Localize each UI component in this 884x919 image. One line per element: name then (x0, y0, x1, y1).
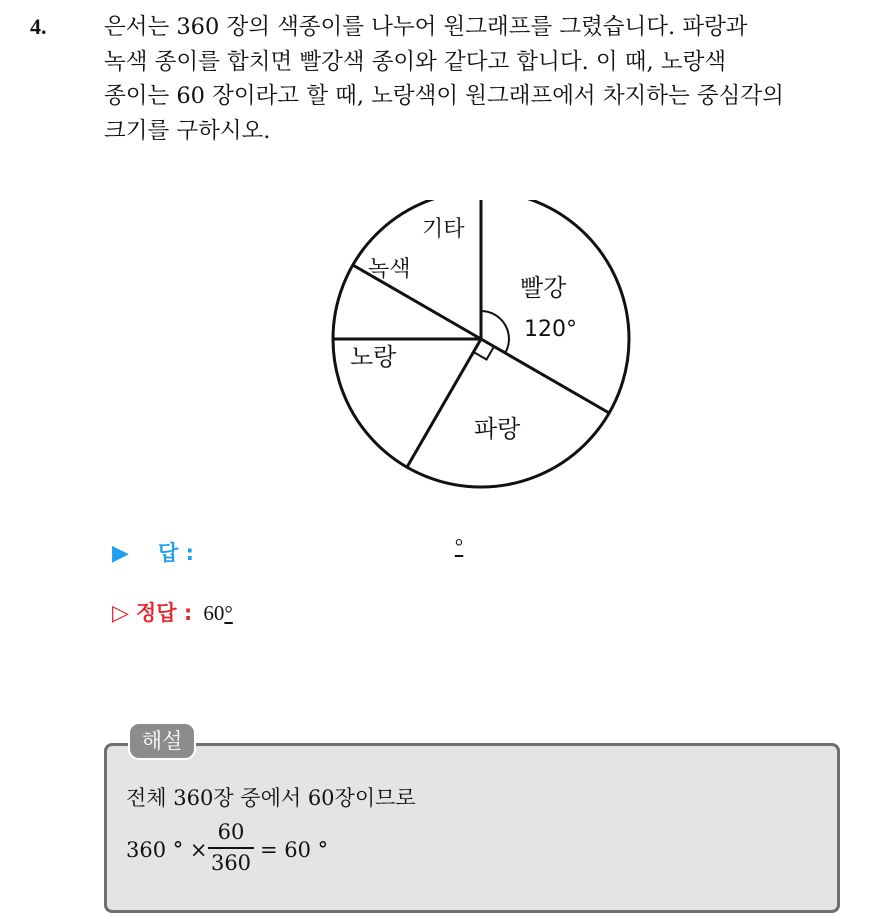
slice-label-red: 빨강 (520, 274, 567, 302)
fraction-denominator: 360 (210, 851, 252, 875)
question-line: 크기를 구하시오. (104, 117, 271, 144)
answer-blank[interactable] (452, 534, 466, 559)
slice-label-green: 녹색 (368, 257, 411, 282)
correct-answer-value: 60 (203, 601, 225, 625)
equation-right: = 60 ° (260, 838, 329, 862)
explanation-line: 전체 360장 중에서 60장이므로 (126, 786, 416, 810)
equation-left: 360 ° × (126, 838, 208, 862)
question-line: 은서는 360 장의 색종이를 나누어 원그래프를 그렸습니다. 파랑과 (104, 14, 748, 40)
question-number: 4. (30, 14, 47, 39)
answer-row (112, 537, 194, 567)
fraction-numerator: 60 (217, 820, 245, 844)
question-line: 녹색 종이를 합치면 빨강색 종이와 같다고 합니다. 이 때, 노랑색 (104, 48, 727, 75)
answer-label: 답 : (158, 541, 195, 565)
explanation-tab: 해설 (128, 722, 196, 760)
fraction (208, 820, 254, 875)
answer-marker-icon: ▶ (112, 541, 129, 566)
fraction-bar (208, 847, 254, 849)
correct-answer-label: 정답 : (136, 601, 193, 625)
question-text (104, 10, 864, 148)
slice-label-blue: 파랑 (474, 415, 521, 443)
slice-label-other: 기타 (422, 217, 465, 242)
pie-chart (328, 200, 638, 500)
slice-label-yellow: 노랑 (350, 343, 397, 371)
answer-unit: ° (454, 534, 464, 558)
correct-answer-row (112, 597, 233, 627)
correct-marker-icon: ▷ (112, 601, 129, 626)
question-line: 종이는 60 장이라고 할 때, 노랑색이 원그래프에서 차지하는 중심각의 (104, 83, 784, 109)
slice-angle-label: 120° (524, 317, 577, 342)
correct-answer-unit: ° (224, 601, 233, 625)
